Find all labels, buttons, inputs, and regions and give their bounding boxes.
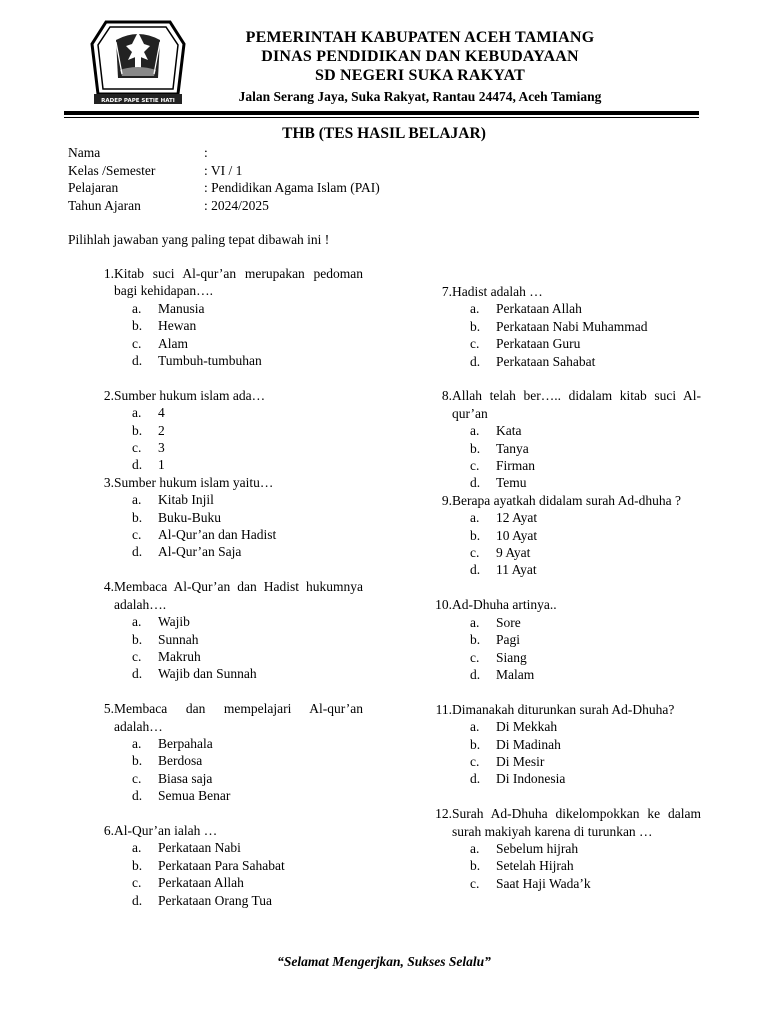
- option-letter: c.: [470, 336, 480, 352]
- answer-option[interactable]: [88, 839, 363, 856]
- identity-label: Kelas /Semester: [68, 162, 156, 178]
- option-text: Siang: [496, 649, 527, 665]
- option-letter: a.: [470, 301, 480, 317]
- option-text: Al-Qur’an Saja: [158, 544, 242, 560]
- option-text: Pagi: [496, 632, 521, 648]
- option-text: 11 Ayat: [496, 562, 537, 578]
- option-letter: b.: [132, 318, 143, 334]
- answer-option[interactable]: [88, 509, 363, 526]
- option-letter: a.: [132, 735, 142, 751]
- answer-option[interactable]: [426, 736, 701, 753]
- option-letter: b.: [132, 753, 143, 769]
- option-letter: d.: [132, 544, 143, 560]
- option-letter: a.: [132, 614, 142, 630]
- answer-option[interactable]: [426, 857, 701, 874]
- option-letter: c.: [132, 648, 142, 664]
- answer-option[interactable]: [88, 526, 363, 543]
- option-text: Sunnah: [158, 631, 199, 647]
- answer-option[interactable]: [88, 456, 363, 473]
- question-number: 3.: [103, 474, 114, 490]
- instruction-text: Pilihlah jawaban yang paling tepat dibawah ini !: [68, 232, 330, 247]
- answer-option[interactable]: [426, 440, 701, 457]
- answer-option[interactable]: [88, 613, 363, 630]
- option-list: [88, 735, 363, 805]
- letterhead-government: PEMERINTAH KABUPATEN ACEH TAMIANG: [245, 29, 595, 46]
- question-number: 1.: [103, 266, 114, 281]
- regency-logo: [88, 14, 188, 106]
- option-text: Hewan: [158, 318, 197, 334]
- answer-option[interactable]: [426, 649, 701, 666]
- option-letter: b.: [470, 527, 481, 543]
- option-list: [426, 718, 701, 788]
- question: [88, 387, 363, 474]
- answer-option[interactable]: [88, 735, 363, 752]
- option-text: Tanya: [496, 440, 529, 456]
- answer-option[interactable]: [426, 561, 701, 578]
- option-text: Perkataan Para Sahabat: [158, 857, 285, 873]
- question-number: 2.: [103, 387, 114, 403]
- option-letter: c.: [132, 440, 142, 456]
- option-letter: c.: [470, 875, 480, 891]
- answer-option[interactable]: [88, 335, 363, 352]
- option-text: Perkataan Allah: [496, 301, 582, 317]
- option-letter: a.: [132, 405, 142, 421]
- option-letter: c.: [132, 527, 142, 543]
- option-text: Tumbuh-tumbuhan: [158, 353, 262, 369]
- answer-option[interactable]: [88, 770, 363, 787]
- letterhead-department: DINAS PENDIDIKAN DAN KEBUDAYAAN: [261, 48, 579, 65]
- option-letter: a.: [470, 614, 480, 630]
- question: [426, 805, 701, 892]
- option-letter: d.: [470, 666, 481, 682]
- answer-option[interactable]: [426, 544, 701, 561]
- answer-option[interactable]: [88, 543, 363, 560]
- option-text: Biasa saja: [158, 770, 213, 786]
- option-text: 9 Ayat: [496, 545, 531, 561]
- option-text: Di Indonesia: [496, 771, 566, 787]
- option-letter: b.: [470, 440, 481, 456]
- option-text: Wajib dan Sunnah: [158, 666, 257, 682]
- option-letter: b.: [132, 631, 143, 647]
- option-text: Wajib: [158, 614, 190, 630]
- answer-option[interactable]: [426, 457, 701, 474]
- option-letter: b.: [470, 858, 481, 874]
- question-text: Kitab suci Al-qur’an merupakan pedoman bagi kehidapan….: [114, 266, 363, 299]
- question-number: 6.: [103, 822, 114, 838]
- option-list: [88, 300, 363, 370]
- logo-motto: RADEP PAPE SETIE HATI: [101, 98, 175, 104]
- question-text: Dimanakah diturunkan surah Ad-Dhuha?: [452, 701, 675, 717]
- question: [426, 492, 701, 579]
- answer-option[interactable]: [426, 770, 701, 787]
- option-list: [426, 509, 701, 579]
- question-text: Al-Qur’an ialah …: [114, 822, 218, 838]
- questions-right-column: [426, 283, 701, 892]
- option-text: Manusia: [158, 300, 205, 316]
- option-text: Perkataan Nabi: [158, 840, 241, 856]
- answer-option[interactable]: [88, 404, 363, 421]
- identity-value: :: [204, 145, 208, 160]
- answer-option[interactable]: [426, 509, 701, 526]
- letterhead: [192, 28, 648, 106]
- question-number: 10.: [435, 597, 452, 613]
- option-text: 2: [158, 422, 165, 438]
- question-number: 11.: [435, 701, 452, 717]
- option-text: Berdosa: [158, 753, 203, 769]
- identity-row: [68, 179, 380, 197]
- answer-option[interactable]: [426, 718, 701, 735]
- answer-option[interactable]: [88, 648, 363, 665]
- letterhead-address: Jalan Serang Jaya, Suka Rakyat, Rantau 24474, Aceh Tamiang: [238, 89, 602, 104]
- option-text: Di Mesir: [496, 753, 545, 769]
- option-letter: c.: [470, 458, 480, 474]
- option-list: [88, 491, 363, 561]
- option-text: Temu: [496, 475, 527, 491]
- option-letter: a.: [470, 510, 480, 526]
- answer-option[interactable]: [426, 300, 701, 317]
- answer-option[interactable]: [88, 317, 363, 334]
- option-text: 10 Ayat: [496, 527, 538, 543]
- header-divider-thick: [64, 111, 699, 115]
- option-text: Di Mekkah: [496, 719, 558, 735]
- answer-option[interactable]: [426, 666, 701, 683]
- option-text: Sore: [496, 614, 521, 630]
- answer-option[interactable]: [426, 335, 701, 352]
- option-letter: d.: [132, 788, 143, 804]
- option-text: Alam: [158, 335, 188, 351]
- question: [426, 387, 701, 491]
- option-text: Buku-Buku: [158, 509, 222, 525]
- answer-option[interactable]: [88, 422, 363, 439]
- option-text: Firman: [496, 458, 535, 474]
- answer-option[interactable]: [88, 874, 363, 891]
- option-letter: b.: [470, 632, 481, 648]
- option-letter: c.: [470, 649, 480, 665]
- option-letter: d.: [470, 771, 481, 787]
- question-text: Sumber hukum islam ada…: [114, 387, 266, 403]
- option-letter: b.: [132, 509, 143, 525]
- option-text: Perkataan Guru: [496, 336, 581, 352]
- option-letter: c.: [132, 770, 142, 786]
- identity-row: [68, 162, 380, 180]
- question-number: 9.: [441, 492, 452, 508]
- answer-option[interactable]: [426, 614, 701, 631]
- option-text: Perkataan Sahabat: [496, 353, 596, 369]
- option-list: [426, 840, 701, 892]
- option-text: Semua Benar: [158, 788, 231, 804]
- answer-option[interactable]: [426, 318, 701, 335]
- question-text: Ad-Dhuha artinya..: [452, 597, 557, 613]
- answer-option[interactable]: [88, 665, 363, 682]
- option-text: Malam: [496, 666, 535, 682]
- option-letter: a.: [132, 300, 142, 316]
- option-list: [88, 613, 363, 683]
- option-text: Perkataan Orang Tua: [158, 892, 272, 908]
- option-letter: c.: [470, 545, 480, 561]
- option-letter: d.: [132, 353, 143, 369]
- identity-label: Nama: [68, 145, 101, 160]
- option-text: Setelah Hijrah: [496, 858, 574, 874]
- identity-row: [68, 144, 380, 162]
- option-list: [88, 839, 363, 909]
- question: [88, 474, 363, 561]
- answer-option[interactable]: [426, 631, 701, 648]
- option-list: [426, 422, 701, 492]
- answer-option[interactable]: [88, 439, 363, 456]
- header-divider-thin: [64, 117, 699, 118]
- answer-option[interactable]: [88, 857, 363, 874]
- answer-option[interactable]: [426, 353, 701, 370]
- question-number: 8.: [441, 388, 452, 404]
- option-letter: a.: [470, 423, 480, 439]
- question: [426, 701, 701, 788]
- question: [426, 283, 701, 370]
- identity-label: Pelajaran: [68, 180, 119, 195]
- question-text: Allah telah ber….. didalam kitab suci Al-qur’an: [452, 388, 701, 421]
- closing-message: “Selamat Mengerjkan, Sukses Selalu”: [277, 954, 491, 969]
- option-letter: c.: [132, 335, 142, 351]
- question: [426, 596, 701, 683]
- letterhead-school: SD NEGERI SUKA RAKYAT: [314, 67, 526, 84]
- answer-option[interactable]: [426, 422, 701, 439]
- identity-value: : 2024/2025: [204, 197, 269, 213]
- option-list: [88, 404, 363, 474]
- option-text: Perkataan Allah: [158, 875, 244, 891]
- option-text: 3: [158, 440, 165, 456]
- option-letter: b.: [470, 318, 481, 334]
- option-text: 1: [158, 457, 165, 473]
- answer-option[interactable]: [426, 474, 701, 491]
- question: [88, 578, 363, 682]
- option-letter: b.: [470, 736, 481, 752]
- option-letter: a.: [132, 492, 142, 508]
- option-text: Kitab Injil: [158, 492, 214, 508]
- question-text: Membaca dan mempelajari Al-qur’an adalah…: [114, 701, 363, 734]
- option-letter: d.: [132, 892, 143, 908]
- option-letter: d.: [470, 353, 481, 369]
- question-number: 7.: [441, 284, 452, 299]
- identity-row: [68, 197, 380, 215]
- answer-option[interactable]: [426, 753, 701, 770]
- option-letter: a.: [132, 840, 142, 856]
- question-text: Berapa ayatkah didalam surah Ad-dhuha ?: [452, 492, 682, 508]
- option-letter: c.: [470, 753, 480, 769]
- option-list: [426, 614, 701, 684]
- answer-option[interactable]: [88, 752, 363, 769]
- question: [88, 700, 363, 804]
- option-text: Di Madinah: [496, 736, 561, 752]
- identity-value: : Pendidikan Agama Islam (PAI): [204, 180, 380, 195]
- question: [88, 822, 363, 909]
- option-letter: b.: [132, 422, 143, 438]
- answer-option[interactable]: [88, 300, 363, 317]
- answer-option[interactable]: [88, 892, 363, 909]
- option-letter: a.: [470, 840, 480, 856]
- option-letter: d.: [470, 562, 481, 578]
- option-letter: d.: [132, 666, 143, 682]
- question: [88, 265, 363, 369]
- exam-title: THB (TES HASIL BELAJAR): [282, 125, 486, 142]
- answer-option[interactable]: [426, 875, 701, 892]
- answer-option[interactable]: [88, 491, 363, 508]
- option-letter: d.: [470, 475, 481, 491]
- option-letter: b.: [132, 857, 143, 873]
- answer-option[interactable]: [426, 840, 701, 857]
- question-text: Surah Ad-Dhuha dikelompokkan ke dalam surah makiyah karena di turunkan …: [452, 806, 701, 839]
- option-text: 12 Ayat: [496, 510, 538, 526]
- option-text: Kata: [496, 423, 522, 439]
- option-letter: a.: [470, 719, 480, 735]
- option-text: Al-Qur’an dan Hadist: [158, 527, 277, 543]
- question-number: 5.: [103, 701, 114, 717]
- question-number: 12.: [435, 806, 452, 822]
- question-text: Sumber hukum islam yaitu…: [114, 474, 274, 490]
- identity-label: Tahun Ajaran: [68, 197, 141, 213]
- option-text: 4: [158, 405, 165, 421]
- option-letter: c.: [132, 875, 142, 891]
- answer-option[interactable]: [426, 527, 701, 544]
- option-letter: d.: [132, 457, 143, 473]
- option-list: [426, 300, 701, 370]
- option-text: Makruh: [158, 648, 201, 664]
- option-text: Perkataan Nabi Muhammad: [496, 318, 648, 334]
- question-text: Hadist adalah …: [452, 284, 543, 299]
- option-text: Sebelum hijrah: [496, 840, 579, 856]
- answer-option[interactable]: [88, 787, 363, 804]
- answer-option[interactable]: [88, 631, 363, 648]
- identity-block: [68, 144, 380, 214]
- question-text: Membaca Al-Qur’an dan Hadist hukumnya adalah….: [114, 579, 363, 612]
- questions-left-column: [88, 265, 363, 909]
- identity-value: : VI / 1: [204, 162, 243, 178]
- answer-option[interactable]: [88, 352, 363, 369]
- option-text: Berpahala: [158, 735, 213, 751]
- question-number: 4.: [103, 579, 114, 595]
- option-text: Saat Haji Wada’k: [496, 875, 591, 891]
